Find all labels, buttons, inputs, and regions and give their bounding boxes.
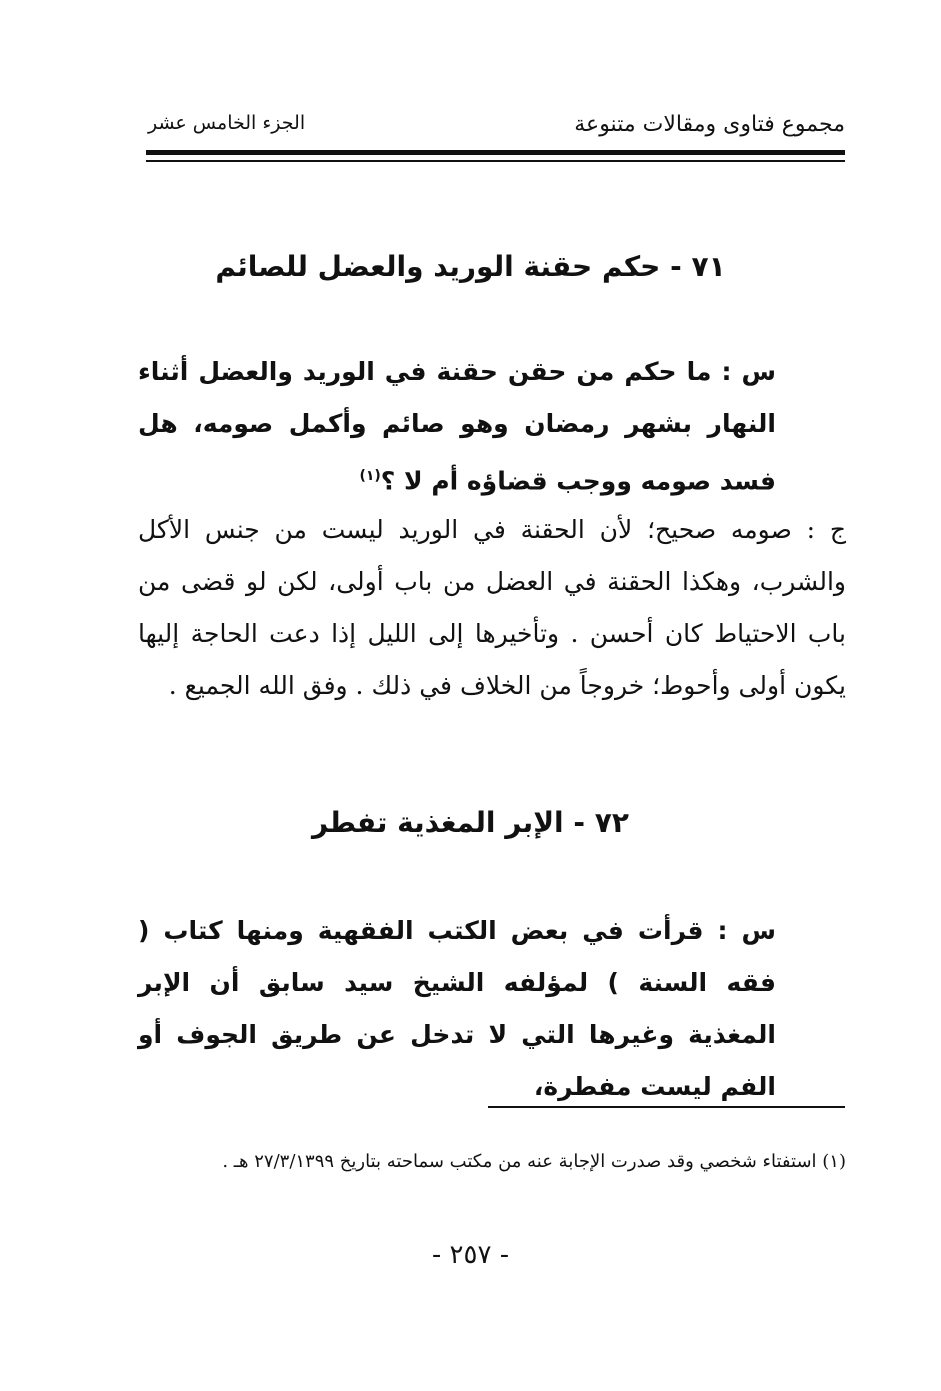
running-header-volume: الجزء الخامس عشر (148, 112, 306, 134)
footnote-text: استفتاء شخصي وقد صدرت الإجابة عنه من مكتب سماحته بتاريخ ٢٧/٣/١٣٩٩ هـ . (222, 1151, 817, 1172)
footnote-marker: (١) (359, 468, 381, 484)
question-72 (138, 905, 776, 1113)
question-label: س : (721, 357, 776, 386)
footnote-number: (١) (822, 1151, 846, 1172)
answer-text: صومه صحيح؛ لأن الحقنة في الوريد ليست من جنس الأكل والشرب، وهكذا الحقنة في العضل من باب أولى، لكن لو قضى من باب الاحتياط كان أحسن . وتأخيرها إلى الليل إذا دعت الحاجة إليها يكون أولى وأحوط؛ خروجاً من الخلاف في ذلك . وفق الله الجميع . (138, 515, 846, 700)
question-text: ما حكم من حقن حقنة في الوريد والعضل أثناء النهار بشهر رمضان وهو صائم وأكمل صومه، هل فسد صومه ووجب قضاؤه أم لا ؟ (138, 357, 776, 496)
running-header-book-title: مجموع فتاوى ومقالات متنوعة (574, 112, 845, 137)
question-71 (138, 346, 776, 507)
question-text: قرأت في بعض الكتب الفقهية ومنها كتاب ( فقه السنة ) لمؤلفه الشيخ سيد سابق أن الإبر المغذية وغيرها التي لا تدخل عن طريق الجوف أو الفم ليست مفطرة، (138, 916, 776, 1101)
header-rule-thin (146, 160, 845, 162)
section-title-72: ٧٢ - الإبر المغذية تفطر (312, 806, 629, 839)
footnote-1 (140, 1144, 846, 1180)
header-rule-thick (146, 150, 845, 155)
footnote-separator (488, 1106, 845, 1108)
page-number: - ٢٥٧ - (431, 1240, 510, 1270)
answer-71 (138, 504, 846, 712)
question-label: س : (717, 916, 776, 945)
section-title-71: ٧١ - حكم حقنة الوريد والعضل للصائم (215, 250, 726, 283)
answer-label: ج : (806, 515, 846, 544)
